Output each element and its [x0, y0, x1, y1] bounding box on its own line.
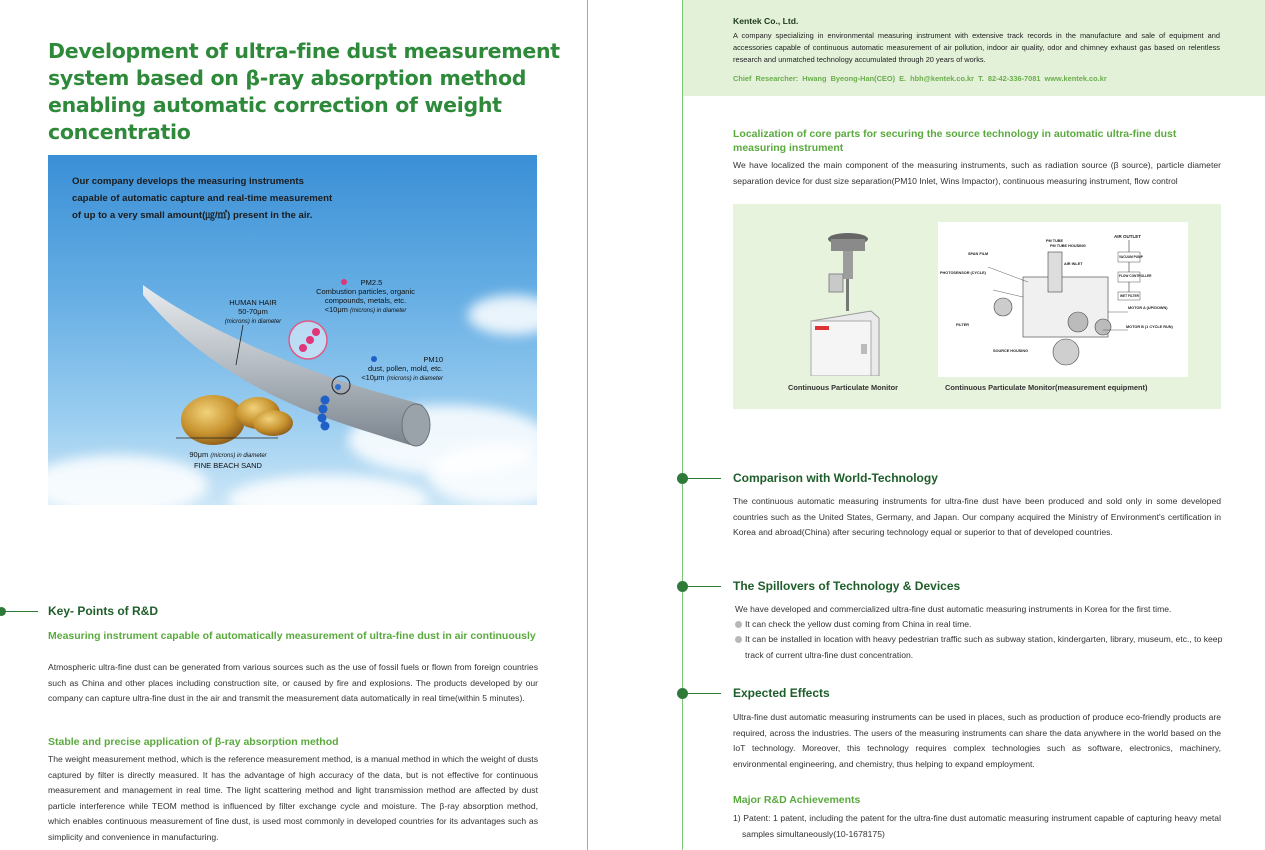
label-pm-tube: PM TUBE	[1046, 239, 1064, 243]
section-marker-line	[683, 478, 721, 479]
comparison-text: The continuous automatic measuring instruments for ultra-fine dust have been produced and sold only in some developed countries such as the United States, Germany, and Japan. Our company acquired the Ministry of Environment's certification in Korea and abroad(China) after securing technology equal or superior to that of developed countries.	[733, 496, 1221, 538]
comparison-heading: Comparison with World-Technology	[733, 471, 938, 485]
right-page	[682, 0, 1265, 850]
localization-text: We have localized the main component of the measuring instruments, such as radiation source (β source), particle diameter separation device for dust size separation(PM10 Inlet, Wins Impactor), continuous measuring instrument, flow control	[733, 160, 1221, 186]
spillovers-bullet-1: It can check the yellow dust coming from China in real time.	[735, 617, 1225, 633]
company-description: A company specializing in environmental measuring instrument with extensive track records in the manufacture and sale of equipment and accessories capable of continuous automatic measurement of air pollution, indoor air quality, odor and chimney exhaust gas based on relentless research and unmatched technology accumulated through 20 years of works.	[733, 31, 1220, 64]
caption-measurement-equipment: Continuous Particulate Monitor(measurement equipment)	[945, 383, 1148, 392]
paragraph-dust-sources: Atmospheric ultra-fine dust can be generated from various sources such as the use of fossil fuels or flown from foreign countries such as China and other places including construction site, or caused by fire and explosions. The products developed by our company can capture ultra-fine dust in the air and transmit the measurement data automatically in real time(within 5 minutes).	[48, 662, 538, 704]
hair-illustration	[48, 155, 537, 505]
keypoints-heading: Key- Points of R&D	[48, 604, 159, 618]
subheading-beta-ray: Stable and precise application of β-ray absorption method	[48, 736, 339, 748]
label-filter: FILTER	[956, 323, 970, 327]
section-marker-dot	[677, 473, 688, 484]
label-source-housing: SOURCE HOUSING	[993, 349, 1029, 353]
monitor-device-image	[801, 226, 891, 376]
label-wet-filter: WET FILTER	[1120, 294, 1139, 298]
pm10-label: PM10 dust, pollen, mold, etc. <10μm (microns) in diameter	[361, 355, 443, 382]
label-air-outlet: AIR OUTLET	[1114, 234, 1141, 239]
label-photosensor: PHOTOSENSOR (CYCLE)	[940, 271, 986, 275]
hero-caption: Our company develops the measuring instruments capable of automatic capture and real-time measurement of up to a very small amount(㎍/㎥) present in the air.	[72, 176, 333, 221]
bullet-icon	[735, 636, 742, 643]
caption-particulate-monitor: Continuous Particulate Monitor	[788, 383, 899, 392]
spillovers-intro: We have developed and commercialized ultra-fine dust automatic measuring instruments in Korea for the first time.	[735, 604, 1172, 614]
effects-heading: Expected Effects	[733, 686, 830, 700]
section-marker-line	[683, 693, 721, 694]
section-marker-dot	[677, 688, 688, 699]
label-air-inlet: AIR INLET	[1064, 262, 1083, 266]
section-marker-dot	[677, 581, 688, 592]
label-span-film: SPAN FILM	[968, 252, 989, 256]
hair-label: HUMAN HAIR 50-70μm (microns) in diameter	[224, 298, 282, 325]
label-pm-tube-housing: PM TUBE HOUSING	[1050, 244, 1086, 248]
company-contact: Chief Researcher: Hwang Byeong-Han(CEO) E. hbh@kentek.co.kr T. 82-42-336-7081 www.kentek.co.kr	[733, 74, 1107, 83]
left-page	[0, 0, 588, 850]
label-vacuum-pump: VACUUM PUMP	[1119, 255, 1143, 259]
achievement-item-1: 1) Patent: 1 patent, including the patent for the ultra-fine dust automatic measuring instrument capable of capturing heavy metal samples simultaneously(10-1678175)	[733, 813, 1221, 839]
section-marker-dot	[0, 607, 6, 616]
spillovers-bullet-2: It can be installed in location with heavy pedestrian traffic such as subway station, kindergarten, library, museum, etc., to keep track of current ultra-fine dust concentration.	[735, 632, 1223, 663]
section-marker-line	[683, 586, 721, 587]
sand-grain-shape	[181, 395, 245, 445]
bullet-icon	[735, 621, 742, 628]
sand-label: 90μm (microns) in diameter FINE BEACH SAND	[189, 450, 267, 470]
spillovers-heading: The Spillovers of Technology & Devices	[733, 579, 961, 593]
label-flow-controller: FLOW CONTROLLER	[1119, 274, 1152, 278]
label-motor-a: MOTOR A (UP/DOWN)	[1128, 306, 1168, 310]
pm25-label: PM2.5 Combustion particles, organic compounds, metals, etc. <10μm (microns) in diameter	[316, 278, 415, 314]
paragraph-measurement-methods: The weight measurement method, which is the reference measurement method, is a manual method in which the weight of dusts captured by filter is directly measured. It has the advantage of high accuracy of the data, but is not effective for continuous measurement and management in real time. The light scattering method and light transmission method are affected by dust particle interference while TEOM method is influenced by filter exchange cycle and moisture. The β-ray absorption method, which enables continuous measurement of fine dust, is used most commonly in developed countries for its advantages such as simplicity and convenience in manufacturing.	[48, 754, 538, 842]
effects-text: Ultra-fine dust automatic measuring instruments can be used in places, such as production of produce eco-friendly products are required, across the industries. The users of the measuring instruments can share the data anywhere in the world based on the IoT technology. Moreover, this technology requires complex technologies such as software, electronics, machinery, environmental engineering, and chemistry, thus helping to expand employment.	[733, 712, 1221, 769]
achievements-heading: Major R&D Achievements	[733, 794, 861, 806]
equipment-figure	[733, 204, 1221, 409]
subheading-continuous-measurement: Measuring instrument capable of automatically measurement of ultra-fine dust in air continuously	[48, 630, 536, 642]
company-name: Kentek Co., Ltd.	[733, 16, 799, 26]
label-motor-b: MOTOR B (1 CYCLE RUN)	[1126, 325, 1173, 329]
sand-grain-shape	[253, 410, 293, 436]
page-title: Development of ultra-fine dust measurement system based on β-ray absorption method enabling automatic correction of weight concentratio	[48, 39, 560, 144]
company-info-band	[683, 0, 1265, 96]
measurement-equipment-diagram	[938, 222, 1188, 377]
localization-heading: Localization of core parts for securing the source technology in automatic ultra-fine dust measuring instrument	[733, 128, 1177, 154]
particle-size-illustration	[48, 155, 537, 505]
